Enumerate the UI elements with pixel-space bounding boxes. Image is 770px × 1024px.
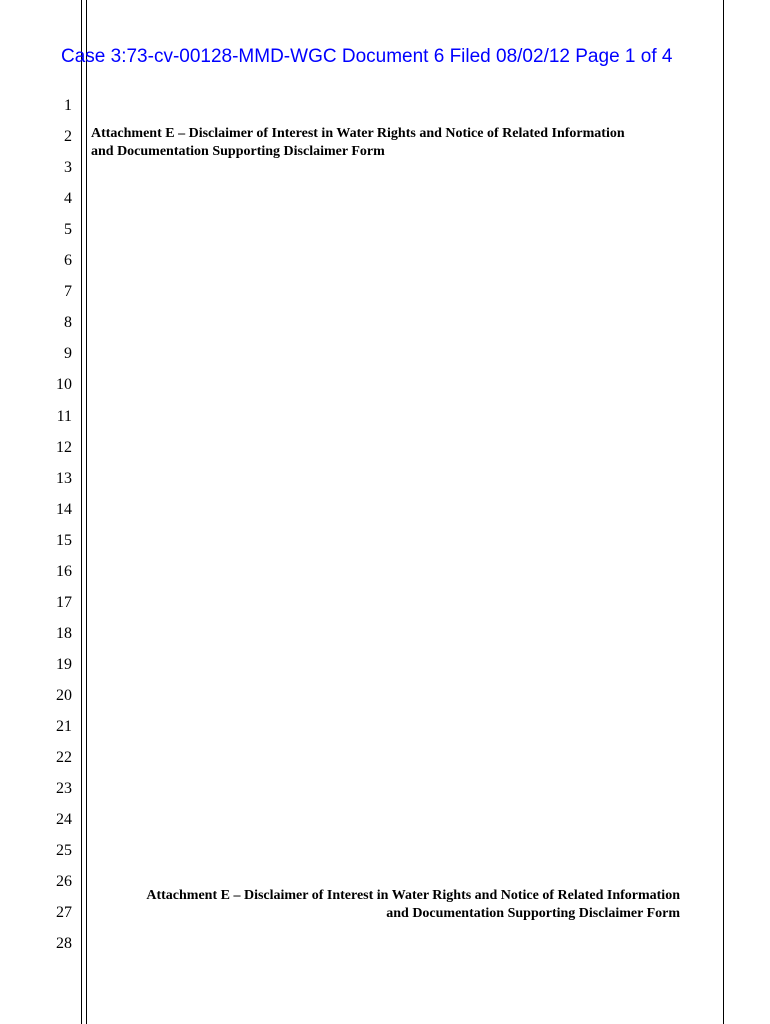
line-number: 17 [56,593,72,611]
line-number: 8 [64,314,72,332]
document-heading [91,125,691,161]
left-margin-rule [81,0,82,1024]
line-number: 5 [64,221,72,239]
line-number: 22 [56,749,72,767]
line-number: 23 [56,780,72,798]
line-number: 19 [56,655,72,673]
line-number: 3 [64,159,72,177]
right-margin-rule [723,0,724,1024]
footer-line-2: and Documentation Supporting Disclaimer Form [386,906,680,921]
line-number: 10 [56,376,72,394]
left-margin-rule-inner [86,0,87,1024]
line-number: 13 [56,469,72,487]
document-footer [96,887,680,923]
line-number: 7 [64,283,72,301]
line-number: 6 [64,252,72,270]
line-number: 27 [56,904,72,922]
filing-header-stamp: Case 3:73-cv-00128-MMD-WGC Document 6 Filed 08/02/12 Page 1 of 4 [61,46,673,67]
heading-line-2: and Documentation Supporting Disclaimer Form [91,144,385,159]
line-number: 16 [56,562,72,580]
heading-line-1: Attachment E – Disclaimer of Interest in Water Rights and Notice of Related Information [91,126,625,141]
line-number: 12 [56,438,72,456]
line-number: 15 [56,531,72,549]
line-number: 28 [56,935,72,953]
line-number: 2 [64,128,72,146]
line-number: 9 [64,345,72,363]
line-number: 14 [56,500,72,518]
line-number: 21 [56,718,72,735]
line-number: 24 [56,811,72,829]
line-number: 25 [56,842,72,860]
line-number: 26 [56,873,72,891]
line-number: 20 [56,686,72,704]
line-number: 18 [56,624,72,642]
line-number: 4 [64,190,72,208]
footer-line-1: Attachment E – Disclaimer of Interest in Water Rights and Notice of Related Information [146,888,680,903]
line-number: 1 [64,97,72,114]
line-number: 11 [56,407,72,425]
